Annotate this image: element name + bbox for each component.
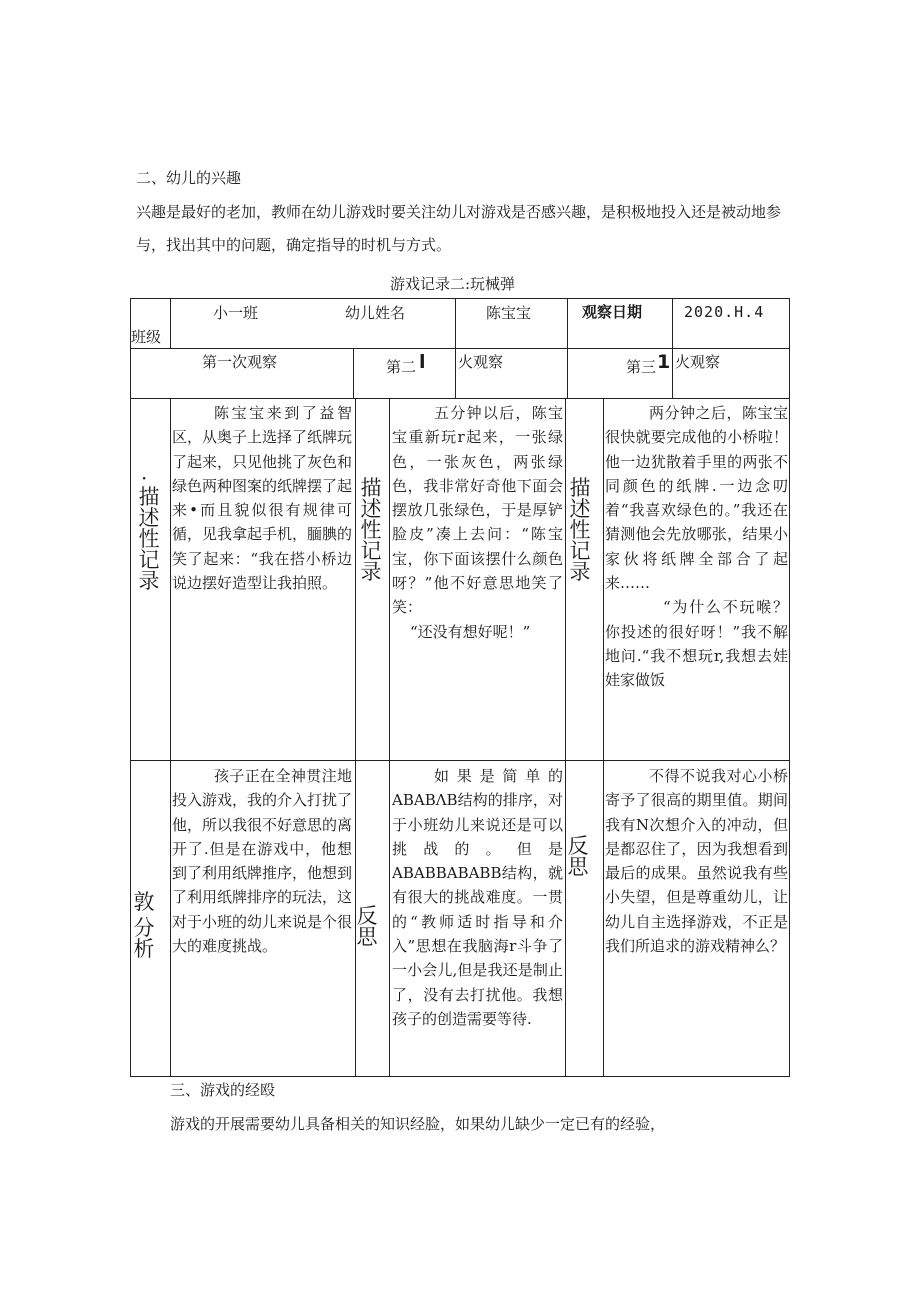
desc-cell-3-text: 两分钟之后，陈宝宝很快就要完成他的小桥啦！他一边犹散着手里的两张不同颜色的纸牌.一边念叨着“我喜欢绿色的。”我还在猜测他会先放哪张，结果小家伙将纸牌全部合了起来…… xyxy=(605,404,788,593)
analysis-label-b: 分析 xyxy=(133,916,155,961)
desc-label-col3: 描述性记录 xyxy=(569,476,591,584)
table-caption: 游戏记录二:玩械弹 xyxy=(390,275,516,293)
body-divider-label3-left xyxy=(565,398,566,1077)
third-observation-mark: 1 xyxy=(657,351,671,373)
observation-date-label: 观察日期 xyxy=(582,303,643,321)
table-border-top xyxy=(130,298,790,299)
desc-cell-2-text: 五分钟以后，陈宝宝重新玩r起来，一张绿色，一张灰色，两张绿色，我非常好奇他下面会摆放几张绿色，于是厚铲脸皮”凑上去问：“陈宝宝，你下面该摆什么颜色呀？”他不好意思地笑了笑： xyxy=(392,404,563,617)
table-border-left xyxy=(130,298,131,398)
table-border-bottom xyxy=(130,1076,790,1077)
header-divider-3 xyxy=(567,298,568,348)
observation-date-value: 2020.H.4 xyxy=(684,303,765,321)
class-value: 小一班 xyxy=(213,304,259,322)
analysis-label-a: 敦 xyxy=(133,890,155,914)
reflect-label-col2: 反思 xyxy=(356,904,378,949)
desc-cell-2 xyxy=(392,401,563,644)
analysis-cell-1-text: 孩子正在全神贯注地投入游戏，我的介入打扰了他，所以我很不好意思的离开了.但是在游戏中，他想到了利用纸牌推序，他想到了利用纸牌排序的玩法，这对于小班的幼儿来说是个很大的难度挑战。 xyxy=(172,767,353,956)
table-border-right xyxy=(789,298,790,1077)
table-rule-obs xyxy=(130,398,790,399)
desc-label-col2: 描述性记录 xyxy=(360,476,382,584)
header-divider-1 xyxy=(170,298,171,348)
desc-cell-3 xyxy=(605,401,788,693)
second-observation-prefix: 第二 xyxy=(386,358,417,376)
desc-label-dot: · xyxy=(141,466,148,490)
second-observation-mark: l xyxy=(419,351,426,373)
section-3-title: 三、游戏的经殴 xyxy=(170,1081,276,1099)
desc-cell-2-quote: “还没有想好呢！” xyxy=(410,622,531,641)
body-divider-label1-right xyxy=(170,398,171,1077)
body-divider-label1-left xyxy=(130,398,131,1077)
desc-label-col1: 描述性记录 xyxy=(138,485,160,593)
desc-cell-1-text: 陈宝宝来到了益智区，从奥子上选择了纸牌玩了起来，只见他挑了灰色和绿色两种图案的纸牌摆了起来•而且貌似很有规律可循，见我拿起手机，腼腆的笑了起来：“我在搭小桥边说边摆好造型让我拍照。 xyxy=(172,404,353,593)
class-label: 班级 xyxy=(131,328,162,346)
analysis-cell-1 xyxy=(172,764,352,958)
body-divider-label3-right xyxy=(603,398,604,1077)
section-2-title: 二、幼儿的兴趣 xyxy=(136,169,242,187)
third-observation-prefix: 第三 xyxy=(626,358,657,376)
third-observation-suffix: 火观察 xyxy=(675,353,721,371)
reflect-label-col3: 反思 xyxy=(567,834,589,879)
obs-divider-2 xyxy=(455,348,456,398)
analysis-cell-3-text: 不得不说我对心小桥寄予了很高的期里值。期间我有N次想介入的冲动，但是都忍住了，因为我想看到最后的成果。虽然说我有些小失望，但是尊重幼儿，让幼儿自主选择游戏，不正是我们所追求的游戏精神么？ xyxy=(605,767,788,956)
body-divider-label2-right xyxy=(389,398,390,1077)
second-observation-suffix: 火观察 xyxy=(458,353,504,371)
analysis-cell-2 xyxy=(392,764,563,1031)
body-divider-label2-left xyxy=(355,398,356,1077)
header-divider-2 xyxy=(455,298,456,348)
header-divider-4 xyxy=(672,298,673,348)
section-2-paragraph: 兴趣是最好的老加，教师在幼儿游戏时要关注幼儿对游戏是否感兴趣，是积极地投入还是被动地参与，找出其中的问题，确定指导的时机与方式。 xyxy=(136,203,782,254)
child-name-value: 陈宝宝 xyxy=(486,304,532,322)
child-name-label: 幼儿姓名 xyxy=(345,304,406,322)
first-observation: 第一次观察 xyxy=(202,353,278,371)
section-3-paragraph: 游戏的开展需要幼儿具备相关的知识经脸，如果幼儿缺少一定已有的经验， xyxy=(170,1115,666,1133)
desc-cell-3-quote: “为什么不玩喉？你投述的很好呀！”我不解地问.“我不想玩r,我想去娃娃家做饭 xyxy=(605,598,788,690)
obs-divider-3 xyxy=(567,348,568,398)
table-rule-desc xyxy=(130,760,790,761)
table-rule-header xyxy=(130,348,790,349)
obs-divider-1 xyxy=(353,348,354,398)
analysis-cell-2-text: 如果是简单的ABABΛB结构的排序，对于小班幼儿来说还是可以挑战的。但是ABABBABABB结构，就有很大的挑战难度。一贯的“教师适时指导和介入”思想在我脑海r斗争了一小会儿,但是我还是制止了，没有去打扰他。我想孩子的创造需要等待. xyxy=(392,767,563,1028)
analysis-cell-3 xyxy=(605,764,788,958)
desc-cell-1 xyxy=(172,401,352,595)
obs-divider-4 xyxy=(672,348,673,398)
